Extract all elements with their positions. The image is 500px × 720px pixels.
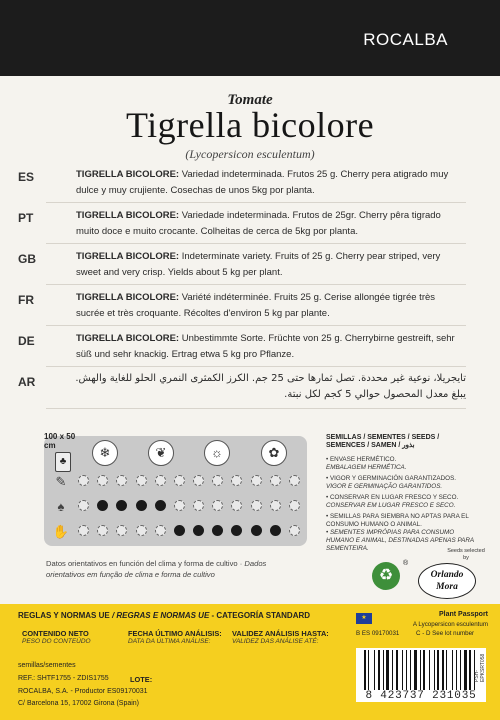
divider xyxy=(46,408,466,409)
rules-category: - CATEGORÍA STANDARD xyxy=(209,611,311,620)
product-latin-name: (Lycopersicon esculentum) xyxy=(185,147,315,161)
description-text: Variedade indeterminada. Frutos de 25gr. Cherry pêra tigrado muito doce e muito crocante. Colheitas de cerca de 5kg por planta. xyxy=(76,210,441,237)
footnote-es: Datos orientativos en función del clima y forma de cultivo · xyxy=(46,559,243,568)
product-name: Tigrella bicolore xyxy=(125,105,375,145)
month-dot xyxy=(78,525,89,536)
barcode-bar xyxy=(410,650,411,690)
description-pt xyxy=(76,208,466,239)
registered-mark: ® xyxy=(403,560,409,567)
month-dot xyxy=(136,475,147,486)
barcode-bar xyxy=(418,650,419,690)
barcode-bar xyxy=(436,650,437,690)
month-dot xyxy=(174,500,185,511)
description-text: Variété indéterminée. Fruits 25 g. Cerise allongée tigrée très sucrée et très croquante. Récoltes d'environ 5 kg par plante. xyxy=(76,292,436,319)
barcode-bar xyxy=(376,650,378,690)
seed-info-sub: • SEMENTES IMPRÓPIAS PARA CONSUMO HUMANO E ANIMAL, DESTINADAS APENAS PARA SEMENTEIRA. xyxy=(326,529,474,552)
month-dot xyxy=(231,475,242,486)
description-gb xyxy=(76,249,466,280)
seed-info-sub: VIGOR E GERMINAÇÃO GARANTIDOS. xyxy=(326,483,443,490)
barcode-bar xyxy=(384,650,385,690)
barcode-bar xyxy=(381,650,382,690)
barcode-bar xyxy=(374,650,375,690)
barcode-bar xyxy=(437,650,439,690)
orlando-mora-logo: Orlando Mora xyxy=(418,563,476,599)
last-analysis-label: FECHA ÚLTIMO ANÁLISIS: xyxy=(128,629,222,638)
passport-title: Plant Passport xyxy=(438,611,488,618)
month-dot xyxy=(97,525,108,536)
barcode-bar xyxy=(392,650,393,690)
barcode-bar xyxy=(406,650,408,690)
harvest-icon: ✋ xyxy=(52,524,70,539)
seed-info-list xyxy=(326,456,476,556)
calendar-row-sowing xyxy=(78,475,300,489)
plant-spacing-icon: ♣ xyxy=(55,452,71,472)
seed-info-main: • VIGOR Y GERMINACIÓN GARANTIZADOS. xyxy=(326,475,457,482)
content-sublabel: PESO DO CONTEÚDO xyxy=(22,638,91,645)
month-dot xyxy=(136,500,147,511)
description-fr xyxy=(76,290,466,321)
month-dot xyxy=(97,500,108,511)
description-de xyxy=(76,331,466,362)
barcode-bar xyxy=(404,650,405,690)
barcode-bar xyxy=(426,650,428,690)
barcode-bar xyxy=(390,650,392,690)
seed-info-item xyxy=(326,475,476,491)
passport-b: B ES 09170031 xyxy=(356,630,400,637)
barcode-bar xyxy=(446,650,447,690)
barcode-number: 8 423737 231035 xyxy=(365,690,477,702)
passport-c: C - D See lot number xyxy=(416,630,475,637)
barcode-bar xyxy=(430,650,432,690)
month-dot xyxy=(155,475,166,486)
variety-label: TIGRELLA BICOLORE: xyxy=(76,169,180,180)
sowing-icon: ✎ xyxy=(55,474,67,489)
month-dot xyxy=(97,475,108,486)
month-dot xyxy=(289,525,300,536)
description-text: Variedad indeterminada. Frutos 25 g. Cherry pera atigrado muy dulce y muy crujiente. Cosechas de unos 5kg por planta. xyxy=(76,169,449,196)
month-dot xyxy=(270,500,281,511)
rules-title-es: REGLAS Y NORMAS UE xyxy=(18,611,110,620)
brand-logo: ROCALBA xyxy=(363,30,448,49)
lang-code-fr: FR xyxy=(18,293,34,307)
month-dot xyxy=(116,500,127,511)
month-dot xyxy=(289,475,300,486)
barcode-bar xyxy=(469,650,471,690)
barcode-bar xyxy=(367,650,368,690)
passport-a: A Lycopersicon esculentum xyxy=(412,621,488,628)
month-dot xyxy=(231,500,242,511)
barcode-bar xyxy=(468,650,469,690)
month-dot xyxy=(270,525,281,536)
barcode-bar xyxy=(422,650,423,690)
divider xyxy=(46,284,466,285)
barcode-bar xyxy=(440,650,441,690)
barcode-bar xyxy=(394,650,395,690)
description-text: Indeterminate variety. Fruits of 25 g. Cherry pear striped, very sweet and very crisp. Yields about 5 kg per plant. xyxy=(76,251,441,278)
barcode-bar xyxy=(472,650,473,690)
eu-flag-icon: ★ xyxy=(356,613,372,624)
sun-icon: ☼ xyxy=(204,440,230,466)
barcode-bar xyxy=(399,650,401,690)
month-dot xyxy=(116,525,127,536)
rules-title xyxy=(18,611,310,620)
month-dot xyxy=(193,525,204,536)
selected-by-label: Seeds selected by xyxy=(447,548,485,561)
barcode-bar xyxy=(448,650,450,690)
description-es xyxy=(76,167,466,198)
snowflake-icon: ❄ xyxy=(92,440,118,466)
maple-leaf-icon: ✿ xyxy=(261,440,287,466)
barcode-bar xyxy=(414,650,416,690)
lang-code-gb: GB xyxy=(18,252,36,266)
month-dot xyxy=(212,525,223,536)
lang-code-de: DE xyxy=(18,334,35,348)
barcode-bar xyxy=(386,650,388,690)
seed-info-heading: SEMILLAS / SEMENTES / SEEDS / SEMENCES / SAMEN / بذور xyxy=(326,434,440,449)
barcode-bar xyxy=(445,650,446,690)
transplant-icon: ♠ xyxy=(57,499,65,514)
divider xyxy=(46,325,466,326)
barcode-bar xyxy=(408,650,409,690)
calendar-row-transplant xyxy=(78,500,300,514)
barcode-bar xyxy=(442,650,444,690)
address: C/ Barcelona 15, 17002 Girona (Spain) xyxy=(18,700,140,707)
barcode-bar xyxy=(420,650,421,690)
month-dot xyxy=(136,525,147,536)
description-text: Unbestimmte Sorte. Früchte von 25 g. Cherrybirne gestreift, sehr süß und sehr knackig. Ertrag etwa 5 kg pro Pflanze. xyxy=(76,333,455,360)
seed-info-main: • SEMILLAS PARA SIEMBRA NO APTAS PARA EL CONSUMO HUMANO O ANIMAL. xyxy=(326,513,469,528)
month-dot xyxy=(116,475,127,486)
lot-label: LOTE: xyxy=(130,675,153,684)
reference: REF.: SHTF1755 - ZDIS1755 xyxy=(18,675,109,682)
barcode-bar xyxy=(456,650,457,690)
barcode-bar xyxy=(383,650,384,690)
last-analysis-sublabel: DATA DA ÚLTIMA ANÁLISE: xyxy=(128,638,211,645)
product-genus: Tomate xyxy=(227,92,273,108)
month-dot xyxy=(193,500,204,511)
barcode-bar xyxy=(402,650,403,690)
valid-until-label: VALIDEZ ANÁLISIS HASTA: xyxy=(232,629,329,638)
barcode-bar xyxy=(452,650,454,690)
rules-title-pt: / REGRAS E NORMAS UE xyxy=(109,611,210,620)
month-dot xyxy=(193,475,204,486)
seed-info-item xyxy=(326,494,476,510)
seed-info-main: • CONSERVAR EN LUGAR FRESCO Y SECO. xyxy=(326,494,459,501)
seed-info-item xyxy=(326,513,476,553)
lang-code-es: ES xyxy=(18,170,35,184)
barcode-bar xyxy=(454,650,455,690)
variety-label: TIGRELLA BICOLORE: xyxy=(76,333,180,344)
seed-info-item xyxy=(326,456,476,472)
calendar-footnote xyxy=(46,558,306,580)
barcode-bar xyxy=(460,650,461,690)
producer: ROCALBA, S.A. - Productor ES09170031 xyxy=(18,688,148,695)
divider xyxy=(46,243,466,244)
seed-info-main: • ENVASE HERMÉTICO. xyxy=(326,456,397,463)
barcode-bar xyxy=(462,650,463,690)
barcode-bars xyxy=(364,650,478,690)
barcode-bar xyxy=(458,650,460,690)
month-dot xyxy=(251,500,262,511)
valid-until-sublabel: VALIDEZ DAS ANÁLISE ATÉ: xyxy=(232,638,319,645)
variety-label: TIGRELLA BICOLORE: xyxy=(76,251,180,262)
month-dot xyxy=(212,475,223,486)
month-dot xyxy=(251,475,262,486)
variety-label: TIGRELLA BICOLORE: xyxy=(76,210,180,221)
month-dot xyxy=(78,475,89,486)
barcode-bar xyxy=(368,650,369,690)
side-code: PSH-EPKSRT058 xyxy=(474,653,486,682)
month-dot xyxy=(174,525,185,536)
month-dot xyxy=(251,525,262,536)
month-dot xyxy=(231,525,242,536)
month-dot xyxy=(78,500,89,511)
barcode-bar xyxy=(412,650,414,690)
seed-info-sub: EMBALAGEM HERMÉTICA. xyxy=(326,464,407,471)
variety-label: TIGRELLA BICOLORE: xyxy=(76,292,180,303)
spacing-label: 100 x 50 cm xyxy=(44,432,76,450)
month-dot xyxy=(155,500,166,511)
footnote-pt: Dados orientativos em função de clima e forma de cultivo xyxy=(46,559,267,579)
seed-type: semillas/sementes xyxy=(18,662,76,669)
barcode-bar xyxy=(378,650,380,690)
barcode-bar xyxy=(370,650,372,690)
barcode-bar xyxy=(396,650,398,690)
barcode-bar xyxy=(429,650,430,690)
lang-code-pt: PT xyxy=(18,211,34,225)
month-dot xyxy=(289,500,300,511)
month-dot xyxy=(212,500,223,511)
description-ar: تايجريلا، نوعية غير محددة. تصل ثمارها حتى 25 جم. الكرز الكمثرى النمري الحلو للغاية والهش. يبلغ معدل المحصول حوالي 5 كجم لكل نبتة. xyxy=(75,373,466,400)
month-dot xyxy=(174,475,185,486)
seed-info-sub: CONSERVAR EM LUGAR FRESCO E SECO. xyxy=(326,502,456,509)
content-label: CONTENIDO NETO xyxy=(22,629,89,638)
lang-code-ar: AR xyxy=(18,375,36,389)
barcode-bar xyxy=(434,650,435,690)
barcode-bar xyxy=(423,650,425,690)
barcode-bar xyxy=(364,650,366,690)
divider xyxy=(46,202,466,203)
barcode-bar xyxy=(464,650,466,690)
leaf-icon: ❦ xyxy=(148,440,174,466)
divider xyxy=(46,366,466,367)
month-dot xyxy=(270,475,281,486)
calendar-row-harvest xyxy=(78,525,300,539)
month-dot xyxy=(155,525,166,536)
recycle-icon: ♻ xyxy=(372,562,400,590)
